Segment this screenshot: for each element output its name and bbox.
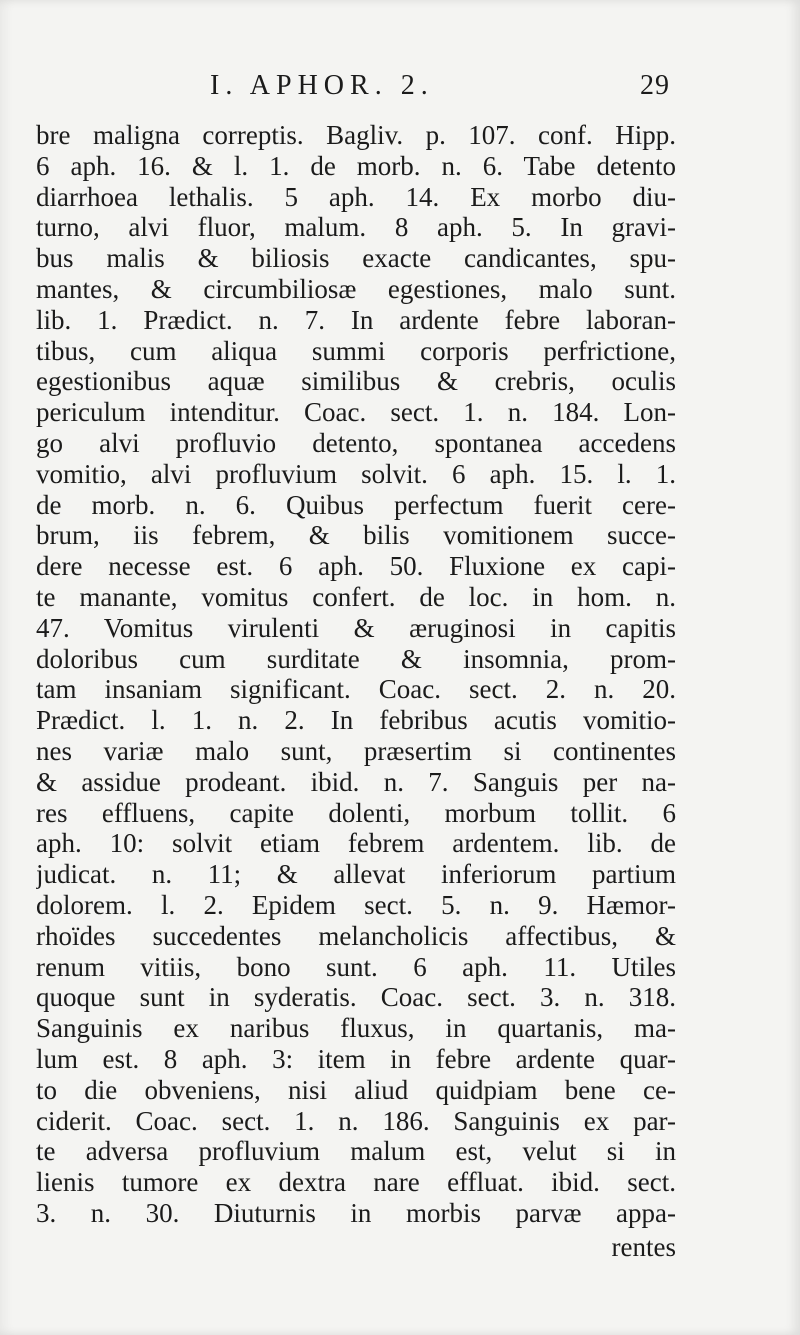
- body-text: [36, 120, 676, 1229]
- text-line: egestionibus aquæ similibus & crebris, oculis: [36, 366, 676, 397]
- text-line: turno, alvi fluor, malum. 8 aph. 5. In gravi-: [36, 212, 676, 243]
- page-number: 29: [640, 70, 670, 101]
- text-line: rhoïdes succedentes melancholicis affectibus, &: [36, 920, 676, 951]
- text-line: lib. 1. Prædict. n. 7. In ardente febre laboran-: [36, 304, 676, 335]
- text-line: judicat. n. 11; & allevat inferiorum partium: [36, 859, 676, 890]
- text-line: dolorem. l. 2. Epidem sect. 5. n. 9. Hæmor-: [36, 889, 676, 920]
- text-line: 6 aph. 16. & l. 1. de morb. n. 6. Tabe detento: [36, 150, 676, 181]
- text-line: lienis tumore ex dextra nare effluat. ibid. sect.: [36, 1167, 676, 1198]
- text-line: lum est. 8 aph. 3: item in febre ardente quar-: [36, 1043, 676, 1074]
- text-line: bus malis & biliosis exacte candicantes, spu-: [36, 243, 676, 274]
- text-line: diarrhoea lethalis. 5 aph. 14. Ex morbo diu-: [36, 181, 676, 212]
- text-line: go alvi profluvio detento, spontanea accedens: [36, 427, 676, 458]
- text-line: aph. 10: solvit etiam febrem ardentem. lib. de: [36, 828, 676, 859]
- catchword: rentes: [611, 1232, 676, 1262]
- text-line: Sanguinis ex naribus fluxus, in quartanis, ma-: [36, 1013, 676, 1044]
- text-line: tibus, cum aliqua summi corporis perfrictione,: [36, 335, 676, 366]
- running-header: [210, 70, 670, 110]
- text-line: res effluens, capite dolenti, morbum tollit. 6: [36, 797, 676, 828]
- text-line: te manante, vomitus confert. de loc. in hom. n.: [36, 581, 676, 612]
- text-line: ciderit. Coac. sect. 1. n. 186. Sanguinis ex par-: [36, 1105, 676, 1136]
- text-line: te adversa profluvium malum est, velut si in: [36, 1136, 676, 1167]
- text-line: dere necesse est. 6 aph. 50. Fluxione ex capi-: [36, 551, 676, 582]
- text-line: de morb. n. 6. Quibus perfectum fuerit cere-: [36, 489, 676, 520]
- text-line: to die obveniens, nisi aliud quidpiam bene ce-: [36, 1074, 676, 1105]
- text-line: 47. Vomitus virulenti & æruginosi in capitis: [36, 612, 676, 643]
- text-line: brum, iis febrem, & bilis vomitionem succe-: [36, 520, 676, 551]
- text-line: bre maligna correptis. Bagliv. p. 107. conf. Hipp.: [36, 120, 676, 150]
- text-line: & assidue prodeant. ibid. n. 7. Sanguis per na-: [36, 766, 676, 797]
- text-line: periculum intenditur. Coac. sect. 1. n. 184. Lon-: [36, 397, 676, 428]
- text-line: 3. n. 30. Diuturnis in morbis parvæ appa-: [36, 1197, 676, 1228]
- text-line: doloribus cum surditate & insomnia, prom-: [36, 643, 676, 674]
- text-line: mantes, & circumbiliosæ egestiones, malo sunt.: [36, 273, 676, 304]
- text-line: nes variæ malo sunt, præsertim si continentes: [36, 735, 676, 766]
- text-line: quoque sunt in syderatis. Coac. sect. 3. n. 318.: [36, 982, 676, 1013]
- text-line: Prædict. l. 1. n. 2. In febribus acutis vomitio-: [36, 705, 676, 736]
- text-line: tam insaniam significant. Coac. sect. 2. n. 20.: [36, 674, 676, 705]
- text-line: renum vitiis, bono sunt. 6 aph. 11. Utiles: [36, 951, 676, 982]
- text-line: vomitio, alvi profluvium solvit. 6 aph. 15. l. 1.: [36, 458, 676, 489]
- running-title: I. APHOR. 2.: [210, 70, 434, 101]
